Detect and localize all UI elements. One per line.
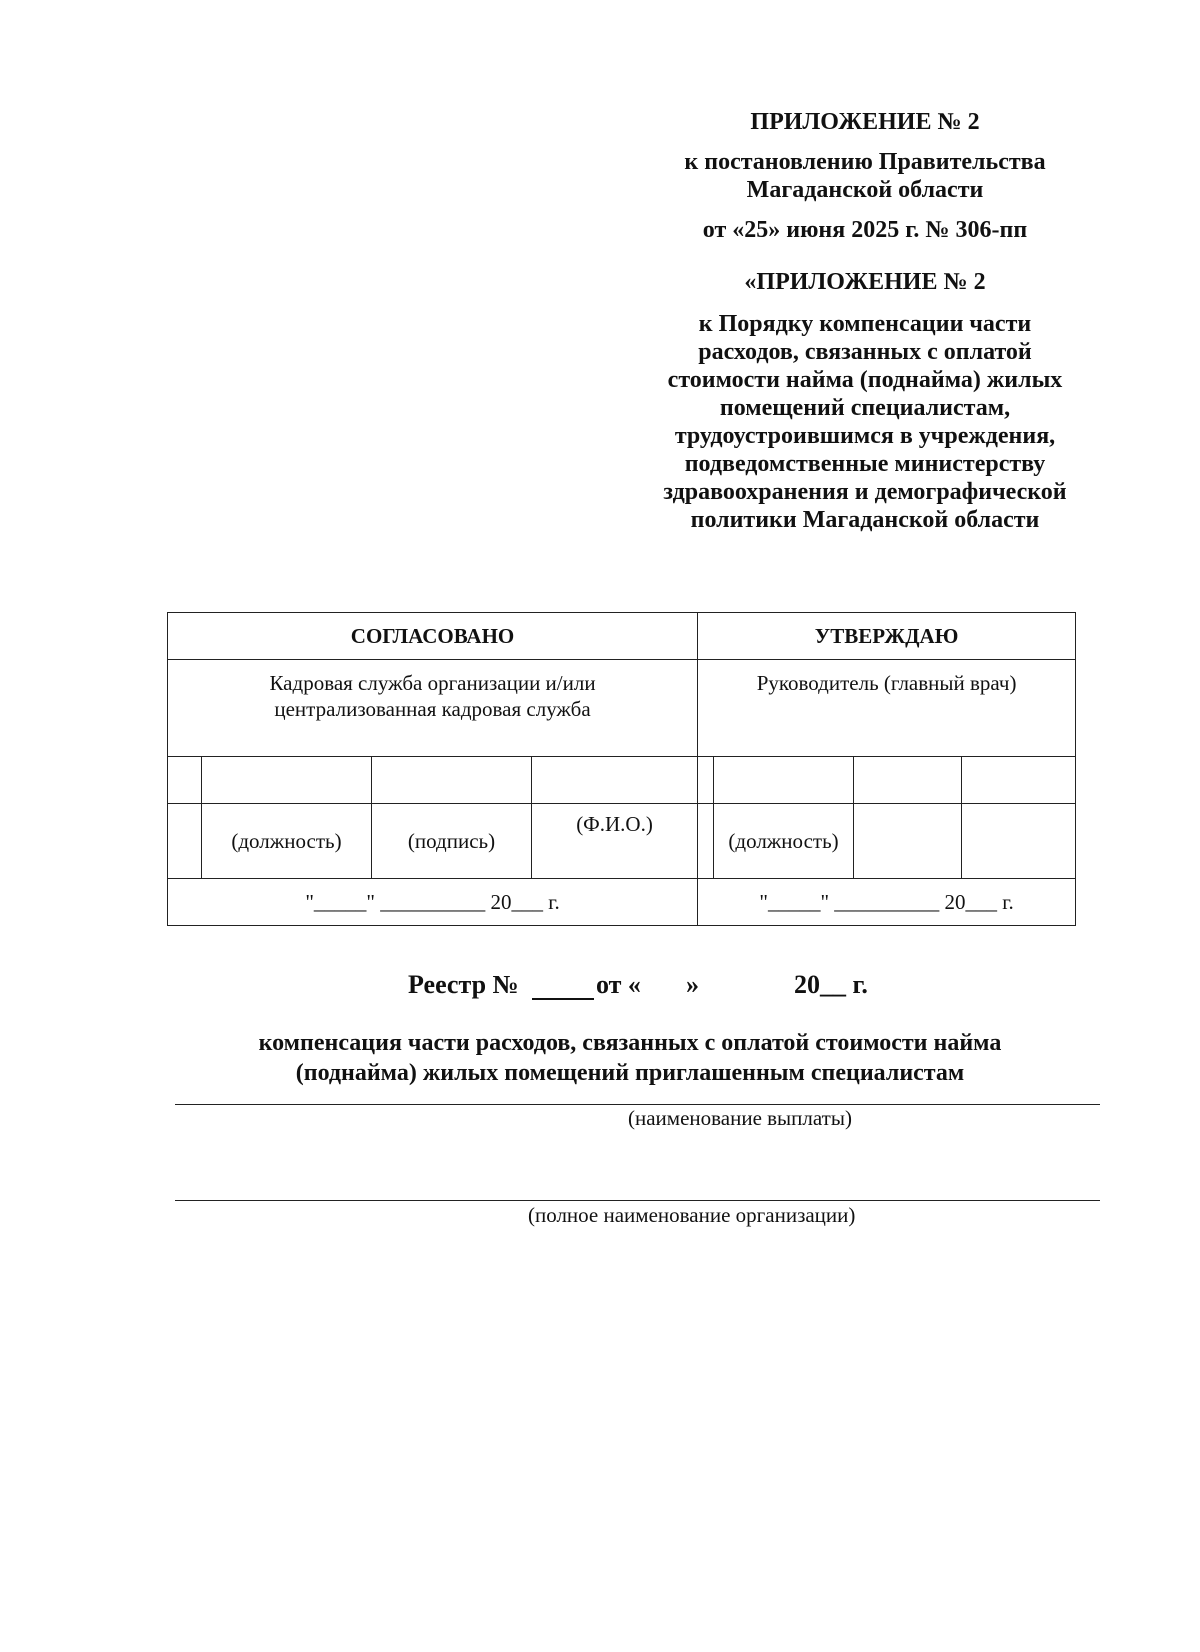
registry-line <box>0 970 1200 1010</box>
decree-line-2: Магаданской области <box>746 177 984 203</box>
procedure-line: трудоустроившимся в учреждения, <box>674 423 1056 449</box>
procedure-line: стоимости найма (поднайма) жилых <box>667 367 1063 393</box>
org-name-caption: (полное наименование организации) <box>528 1203 856 1227</box>
appendix-title: ПРИЛОЖЕНИЕ № 2 <box>750 109 980 135</box>
blank-cell <box>168 804 202 879</box>
payment-name-caption: (наименование выплаты) <box>628 1106 852 1130</box>
registry-year: 20__ г. <box>794 970 868 999</box>
approve-description: Руководитель (главный врач) <box>698 660 1076 757</box>
procedure-line: расходов, связанных с оплатой <box>698 339 1032 365</box>
agreed-desc-line: централизованная кадровая служба <box>274 697 591 721</box>
name-label-left: (Ф.И.О.) <box>532 804 698 879</box>
signature-field-left[interactable] <box>372 757 532 804</box>
blank-cell <box>168 757 202 804</box>
agreed-description <box>168 660 698 757</box>
agreed-date[interactable]: "_____" __________ 20___ г. <box>168 879 698 926</box>
org-name-line[interactable] <box>175 1200 1100 1201</box>
approve-date[interactable]: "_____" __________ 20___ г. <box>698 879 1076 926</box>
agreed-desc-line: Кадровая служба организации и/или <box>269 671 596 695</box>
purpose-line: (поднайма) жилых помещений приглашенным специалистам <box>295 1060 965 1086</box>
signature-label-left: (подпись) <box>372 804 532 879</box>
procedure-reference <box>620 310 1110 534</box>
position-label-left: (должность) <box>202 804 372 879</box>
registry-close-quote: » <box>686 970 699 999</box>
approval-table <box>167 612 1076 926</box>
position-label-right: (должность) <box>714 804 854 879</box>
registry-prefix: Реестр № <box>408 970 519 999</box>
purpose-line: компенсация части расходов, связанных с оплатой стоимости найма <box>258 1030 1002 1056</box>
blank-cell <box>698 757 714 804</box>
signature-field-right[interactable] <box>854 757 962 804</box>
position-field-right[interactable] <box>714 757 854 804</box>
procedure-line: к Порядку компенсации части <box>698 311 1032 337</box>
inner-appendix-title: «ПРИЛОЖЕНИЕ № 2 <box>744 269 986 295</box>
decree-reference <box>620 148 1110 204</box>
procedure-line: помещений специалистам, <box>719 395 1011 421</box>
decree-date: от «25» июня 2025 г. № 306-пп <box>702 217 1028 243</box>
name-field-right[interactable] <box>962 757 1076 804</box>
procedure-line: подведомственные министерству <box>684 451 1046 477</box>
payment-name-line[interactable] <box>175 1104 1100 1105</box>
position-field-left[interactable] <box>202 757 372 804</box>
name-field-left[interactable] <box>532 757 698 804</box>
blank-cell <box>962 804 1076 879</box>
inner-appendix-block <box>620 268 1110 296</box>
blank-cell <box>854 804 962 879</box>
decree-date-block <box>620 216 1110 244</box>
appendix-header <box>620 108 1110 136</box>
blank-cell <box>698 804 714 879</box>
procedure-line: политики Магаданской области <box>690 507 1040 533</box>
decree-line-1: к постановлению Правительства <box>684 149 1046 175</box>
payment-purpose <box>150 1028 1110 1088</box>
registry-from: от « <box>596 970 641 999</box>
agreed-heading: СОГЛАСОВАНО <box>168 613 698 660</box>
approve-heading: УТВЕРЖДАЮ <box>698 613 1076 660</box>
procedure-line: здравоохранения и демографической <box>663 479 1067 505</box>
